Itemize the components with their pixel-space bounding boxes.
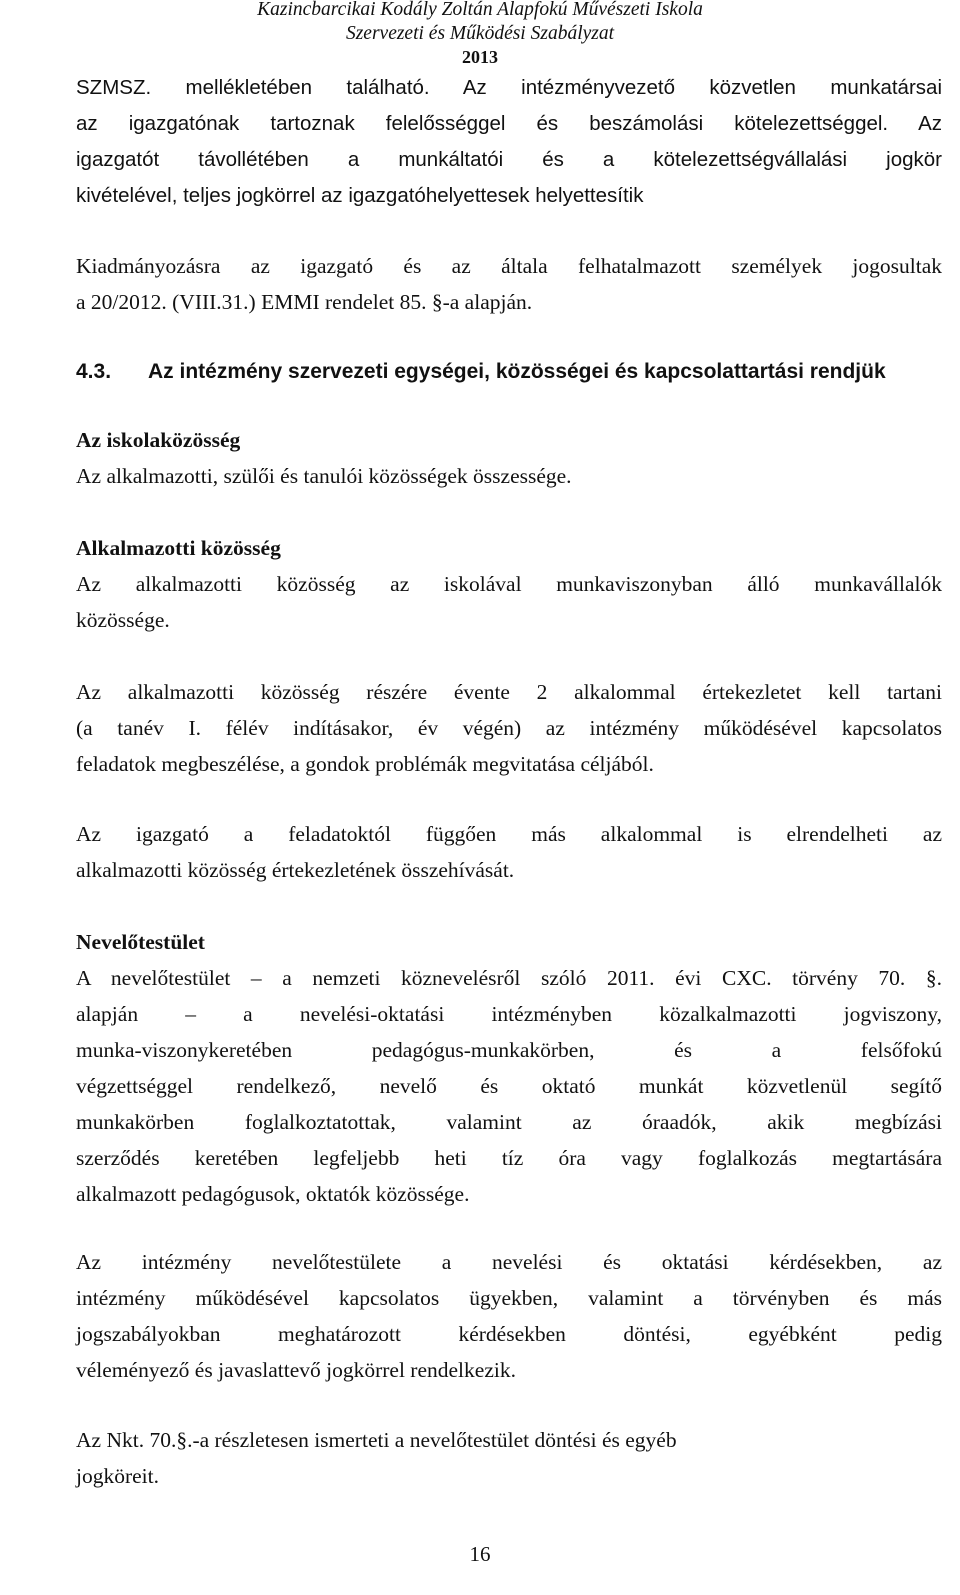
nevelotestulet-p2-line-3: jogszabályokban meghatározott kérdésekben döntési, egyébként pedig	[76, 1322, 942, 1346]
continuation-line-2: az igazgatónak tartoznak felelősséggel és beszámolási kötelezettséggel. Az	[76, 112, 942, 135]
nevelotestulet-line-7: alkalmazott pedagógusok, oktatók közössége.	[76, 1182, 470, 1206]
nevelotestulet-p2-line-4: véleményező és javaslattevő jogkörrel rendelkezik.	[76, 1358, 516, 1382]
header-year: 2013	[462, 47, 498, 67]
iskolakozosseg-block	[76, 422, 942, 494]
nevelotestulet-line-3: munka-viszonykeretében pedagógus-munkakörben, és a felsőfokú	[76, 1038, 942, 1062]
continuation-paragraph	[76, 70, 942, 214]
nevelotestulet-p3-line-1: Az Nkt. 70.§.-a részletesen ismerteti a nevelőtestület döntési és egyéb	[76, 1428, 677, 1452]
signing-paragraph	[76, 248, 942, 320]
nevelotestulet-line-1: A nevelőtestület – a nemzeti köznevelésről szóló 2011. évi CXC. törvény 70. §.	[76, 966, 942, 990]
nevelotestulet-paragraph-2	[76, 1244, 942, 1388]
signing-line-1: Kiadmányozásra az igazgató és az általa felhatalmazott személyek jogosultak	[76, 254, 942, 278]
nevelotestulet-line-4: végzettséggel rendelkező, nevelő és oktató munkát közvetlenül segítő	[76, 1074, 942, 1098]
iskolakozosseg-text: Az alkalmazotti, szülői és tanulói közösségek összessége.	[76, 464, 572, 488]
page-header	[0, 0, 960, 68]
nevelotestulet-line-2: alapján – a nevelési-oktatási intézményben közalkalmazotti jogviszony,	[76, 1002, 942, 1026]
alkalmazotti-p3-line-1: Az igazgató a feladatoktól függően más alkalommal is elrendelheti az	[76, 822, 942, 846]
nevelotestulet-paragraph-3	[76, 1422, 942, 1494]
alkalmazotti-line-2: közössége.	[76, 608, 170, 632]
alkalmazotti-line-1: Az alkalmazotti közösség az iskolával munkaviszonyban álló munkavállalók	[76, 572, 942, 596]
nevelotestulet-heading: Nevelőtestület	[76, 930, 205, 954]
section-number: 4.3.	[76, 360, 112, 383]
alkalmazotti-paragraph-2	[76, 674, 942, 782]
alkalmazotti-block	[76, 530, 942, 638]
signing-line-2: a 20/2012. (VIII.31.) EMMI rendelet 85. §-a alapján.	[76, 290, 533, 314]
alkalmazotti-p2-line-2: (a tanév I. félév indításakor, év végén) az intézmény működésével kapcsolatos	[76, 716, 942, 740]
continuation-line-1: SZMSZ. mellékletében található. Az intézményvezető közvetlen munkatársai	[76, 76, 942, 99]
nevelotestulet-block	[76, 924, 942, 1212]
continuation-line-4: kivételével, teljes jogkörrel az igazgatóhelyettesek helyettesítik	[76, 184, 644, 207]
alkalmazotti-paragraph-3	[76, 816, 942, 888]
header-school: Kazincbarcikai Kodály Zoltán Alapfokú Művészeti Iskola	[257, 0, 703, 20]
continuation-line-3: igazgatót távollétében a munkáltatói és a kötelezettségvállalási jogkör	[76, 148, 942, 171]
nevelotestulet-p3-line-2: jogköreit.	[76, 1464, 159, 1488]
iskolakozosseg-heading: Az iskolaközösség	[76, 428, 241, 452]
alkalmazotti-heading: Alkalmazotti közösség	[76, 536, 281, 560]
page-number: 16	[469, 1542, 491, 1566]
section-title: Az intézmény szervezeti egységei, közösségei és kapcsolattartási rendjük	[148, 360, 886, 383]
nevelotestulet-line-6: szerződés keretében legfeljebb heti tíz óra vagy foglalkozás megtartására	[76, 1146, 942, 1170]
nevelotestulet-line-5: munkakörben foglalkoztatottak, valamint az óraadók, akik megbízási	[76, 1110, 942, 1134]
header-doc-title: Szervezeti és Működési Szabályzat	[345, 23, 615, 44]
alkalmazotti-p3-line-2: alkalmazotti közösség értekezletének összehívását.	[76, 858, 515, 882]
nevelotestulet-p2-line-1: Az intézmény nevelőtestülete a nevelési és oktatási kérdésekben, az	[76, 1250, 942, 1274]
nevelotestulet-p2-line-2: intézmény működésével kapcsolatos ügyekben, valamint a törvényben és más	[76, 1286, 942, 1310]
alkalmazotti-p2-line-1: Az alkalmazotti közösség részére évente 2 alkalommal értekezletet kell tartani	[76, 680, 942, 704]
alkalmazotti-p2-line-3: feladatok megbeszélése, a gondok problémák megvitatása céljából.	[76, 752, 654, 776]
